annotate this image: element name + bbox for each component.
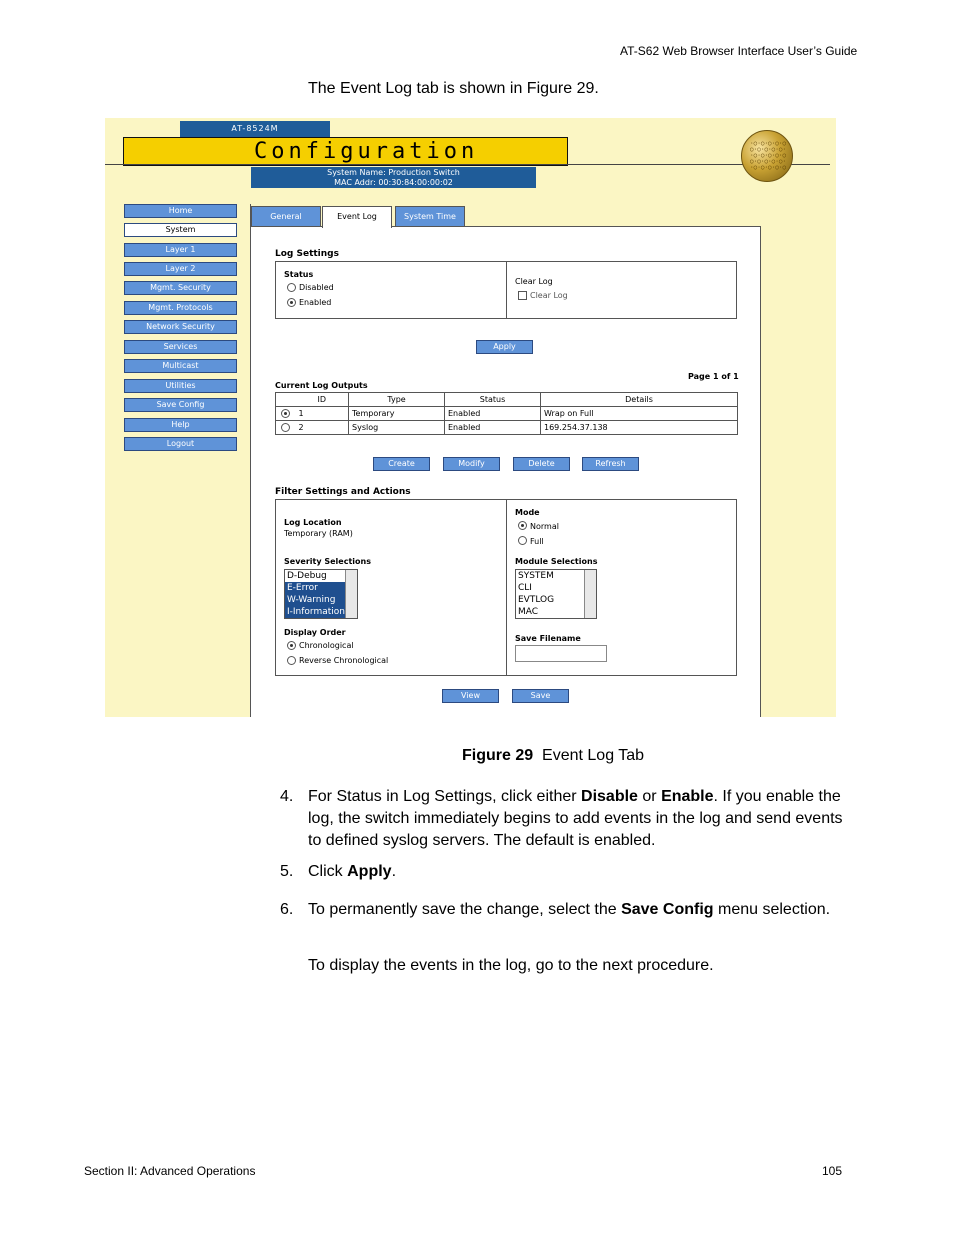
nav-services-button[interactable]: Services <box>124 340 237 354</box>
clear-log-label: Clear Log <box>515 277 553 286</box>
display-order-label: Display Order <box>284 628 346 637</box>
row-id: 1 <box>296 407 349 421</box>
chronological-radio[interactable] <box>287 641 296 650</box>
module-listbox[interactable] <box>515 569 597 619</box>
reverse-chronological-radio[interactable] <box>287 656 296 665</box>
mode-label: Mode <box>515 508 540 517</box>
step-text: . If you enable the log, the switch immediately begins to add events in the log and send events to defined syslog servers. The default is enabled. <box>308 788 843 849</box>
tab-system-time[interactable]: System Time <box>395 206 465 227</box>
chronological-label: Chronological <box>299 641 354 650</box>
mode-full-radio[interactable] <box>518 536 527 545</box>
modify-button[interactable]: Modify <box>443 457 500 471</box>
row-type: Temporary <box>349 407 445 421</box>
filter-settings-heading: Filter Settings and Actions <box>275 487 411 497</box>
step-text: . <box>391 863 397 880</box>
column-header-id: ID <box>296 393 349 407</box>
closing-text: To display the events in the log, go to the next procedure. <box>308 957 714 974</box>
system-name: System Name: Production Switch <box>327 168 460 177</box>
view-button[interactable]: View <box>442 689 499 703</box>
row-id: 2 <box>296 421 349 435</box>
delete-button[interactable]: Delete <box>513 457 570 471</box>
page-number: 105 <box>822 1164 843 1178</box>
step-4 <box>280 786 843 852</box>
step-emphasis: Enable <box>661 788 714 805</box>
row-select-radio[interactable] <box>281 423 290 432</box>
module-option[interactable]: CLI <box>518 583 532 593</box>
clear-log-checkbox-label: Clear Log <box>530 291 568 300</box>
module-scrollbar[interactable] <box>584 570 596 618</box>
severity-option[interactable]: W-Warning <box>285 594 357 606</box>
log-outputs-table <box>275 392 738 435</box>
module-option[interactable]: EVTLOG <box>518 595 555 605</box>
system-info-box <box>251 167 536 188</box>
log-settings-heading: Log Settings <box>275 249 339 259</box>
globe-logo-icon: ·○·○·○·○·○ ○·○·○·○·○· ·○·○·○·○·○ ○·○·○·○·○· ·○·○·○·○·○ <box>741 130 793 182</box>
severity-option[interactable]: D-Debug <box>287 571 327 581</box>
status-enabled-label: Enabled <box>299 298 332 307</box>
step-text: For Status in Log Settings, click either <box>308 788 582 805</box>
step-text: To permanently save the change, select the <box>308 901 622 918</box>
step-text: menu selection. <box>713 901 831 918</box>
module-selections-label: Module Selections <box>515 557 598 566</box>
header-divider <box>105 164 830 165</box>
status-enabled-radio[interactable] <box>287 298 296 307</box>
page-info: Page 1 of 1 <box>688 372 739 381</box>
save-filename-input[interactable] <box>515 645 607 662</box>
column-header-details: Details <box>541 393 738 407</box>
nav-mgmt-security-button[interactable]: Mgmt. Security <box>124 281 237 295</box>
row-select-radio[interactable] <box>281 409 290 418</box>
severity-option[interactable]: E-Error <box>285 582 357 594</box>
filter-settings-panel <box>275 499 737 676</box>
mac-address: MAC Addr: 00:30:84:00:00:02 <box>334 178 453 187</box>
step-emphasis: Disable <box>581 788 638 805</box>
row-type: Syslog <box>349 421 445 435</box>
severity-label: Severity Selections <box>284 557 371 566</box>
table-row[interactable] <box>276 421 738 435</box>
status-disabled-label: Disabled <box>299 283 334 292</box>
tab-content <box>251 226 761 717</box>
status-label: Status <box>284 270 314 279</box>
severity-listbox[interactable] <box>284 569 358 619</box>
step-number: 4. <box>280 788 294 805</box>
step-emphasis: Save Config <box>621 901 714 918</box>
table-row[interactable] <box>276 407 738 421</box>
severity-option[interactable]: I-Information <box>285 606 357 618</box>
footer-section: Section II: Advanced Operations <box>84 1164 256 1178</box>
nav-home-button[interactable]: Home <box>124 204 237 218</box>
nav-logout-button[interactable]: Logout <box>124 437 237 451</box>
save-button[interactable]: Save <box>512 689 569 703</box>
step-5 <box>280 861 840 883</box>
log-settings-panel <box>275 261 737 319</box>
save-filename-label: Save Filename <box>515 634 581 643</box>
apply-button[interactable]: Apply <box>476 340 533 354</box>
nav-multicast-button[interactable]: Multicast <box>124 359 237 373</box>
clear-log-checkbox[interactable] <box>518 291 527 300</box>
figure-caption <box>462 747 644 765</box>
table-header-row <box>276 393 738 407</box>
severity-scrollbar[interactable] <box>345 570 357 618</box>
caption-label: Figure 29 <box>462 747 534 764</box>
log-location-value: Temporary (RAM) <box>284 529 353 538</box>
document-header: AT-S62 Web Browser Interface User’s Guide <box>620 44 858 58</box>
status-disabled-radio[interactable] <box>287 283 296 292</box>
mode-normal-label: Normal <box>530 522 559 531</box>
nav-system-button[interactable]: System <box>124 223 237 237</box>
column-header-status: Status <box>445 393 541 407</box>
reverse-chronological-label: Reverse Chronological <box>299 656 389 665</box>
configuration-title: Configuration <box>123 137 568 166</box>
step-emphasis: Apply <box>347 863 392 880</box>
nav-layer1-button[interactable]: Layer 1 <box>124 243 237 257</box>
caption-text: Event Log Tab <box>542 747 645 764</box>
row-status: Enabled <box>445 421 541 435</box>
step-number: 6. <box>280 901 294 918</box>
nav-save-config-button[interactable]: Save Config <box>124 398 237 412</box>
row-details: Wrap on Full <box>541 407 738 421</box>
step-6 <box>280 899 840 943</box>
tab-event-log[interactable]: Event Log <box>322 206 392 228</box>
event-log-screenshot <box>105 118 836 717</box>
module-option[interactable]: MAC <box>518 607 539 617</box>
nav-mgmt-protocols-button[interactable]: Mgmt. Protocols <box>124 301 237 315</box>
intro-text: The Event Log tab is shown in Figure 29. <box>308 80 599 97</box>
column-header-type: Type <box>349 393 445 407</box>
log-outputs-heading: Current Log Outputs <box>275 381 368 390</box>
create-button[interactable]: Create <box>373 457 430 471</box>
nav-layer2-button[interactable]: Layer 2 <box>124 262 237 276</box>
step-number: 5. <box>280 863 294 880</box>
step-text: or <box>637 788 662 805</box>
refresh-button[interactable]: Refresh <box>582 457 639 471</box>
nav-network-security-button[interactable]: Network Security <box>124 320 237 334</box>
row-details: 169.254.37.138 <box>541 421 738 435</box>
module-option[interactable]: SYSTEM <box>518 571 554 581</box>
device-name: AT-8524M <box>180 121 330 137</box>
mode-normal-radio[interactable] <box>518 521 527 530</box>
step-text: Click <box>308 863 348 880</box>
tab-general[interactable]: General <box>251 206 321 227</box>
log-location-label: Log Location <box>284 518 342 527</box>
mode-full-label: Full <box>530 537 544 546</box>
nav-help-button[interactable]: Help <box>124 418 237 432</box>
row-status: Enabled <box>445 407 541 421</box>
nav-utilities-button[interactable]: Utilities <box>124 379 237 393</box>
